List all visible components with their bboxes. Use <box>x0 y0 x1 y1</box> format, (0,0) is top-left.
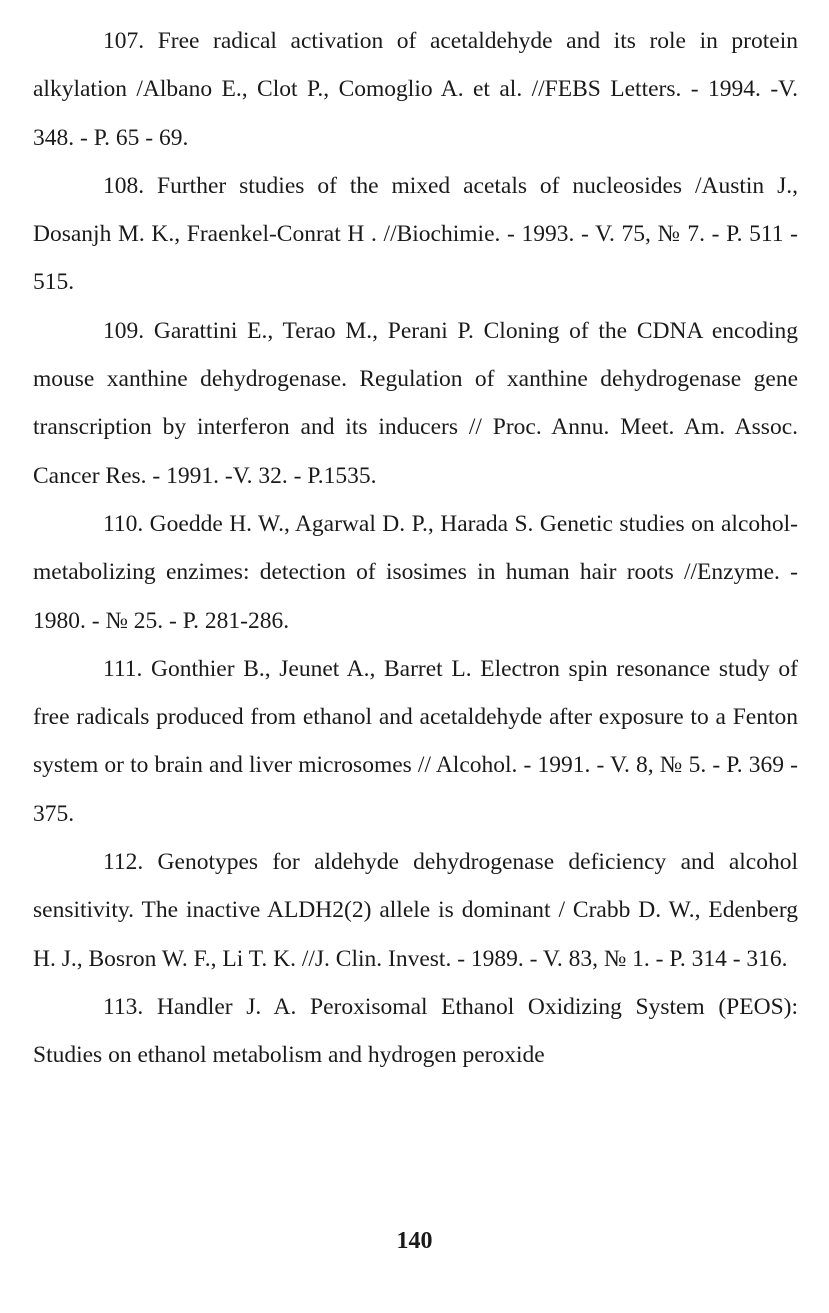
reference-list <box>33 17 798 1080</box>
reference-107: 107. Free radical activation of acetaldehyde and its role in protein alkylation /Albano E., Clot P., Comoglio A. et al. //FEBS Letters. - 1994. -V. 348. - P. 65 - 69. <box>33 28 798 151</box>
page-number: 140 <box>396 1228 433 1254</box>
reference-108: 108. Further studies of the mixed acetals of nucleosides /Austin J., Dosanjh M. K., Fraenkel-Conrat H . //Biochimie. - 1993. - V. 75, № 7. - P. 511 - 515. <box>33 172 798 296</box>
reference-112: 112. Genotypes for aldehyde dehydrogenase deficiency and alcohol sensitivity. The inactive ALDH2(2) allele is dominant / Crabb D. W., Edenberg H. J., Bosron W. F., Li T. K. //J. Clin. Invest. - 1989. - V. 83, № 1. - P. 314 - 316. <box>33 849 798 972</box>
reference-111: 111. Gonthier B., Jeunet A., Barret L. Electron spin resonance study of free radicals produced from ethanol and acetaldehyde after exposure to a Fenton system or to brain and liver microsomes // Alcohol. - 1991. - V. 8, № 5. - P. 369 - 375. <box>33 655 798 827</box>
reference-113: 113. Handler J. A. Peroxisomal Ethanol Oxidizing System (PEOS): Studies on ethanol metabolism and hydrogen peroxide <box>33 993 798 1069</box>
reference-110: 110. Goedde H. W., Agarwal D. P., Harada S. Genetic studies on alcohol-metabolizing enzimes: detection of isosimes in human hair roots //Enzyme. - 1980. - № 25. - P. 281-286. <box>33 510 798 634</box>
reference-109: 109. Garattini E., Terao M., Perani P. Cloning of the CDNA encoding mouse xanthine dehydrogenase. Regulation of xanthine dehydrogenase gene transcription by interferon and its inducers // Proc. Annu. Meet. Am. Assoc. Cancer Res. - 1991. -V. 32. - P.1535. <box>33 317 798 489</box>
